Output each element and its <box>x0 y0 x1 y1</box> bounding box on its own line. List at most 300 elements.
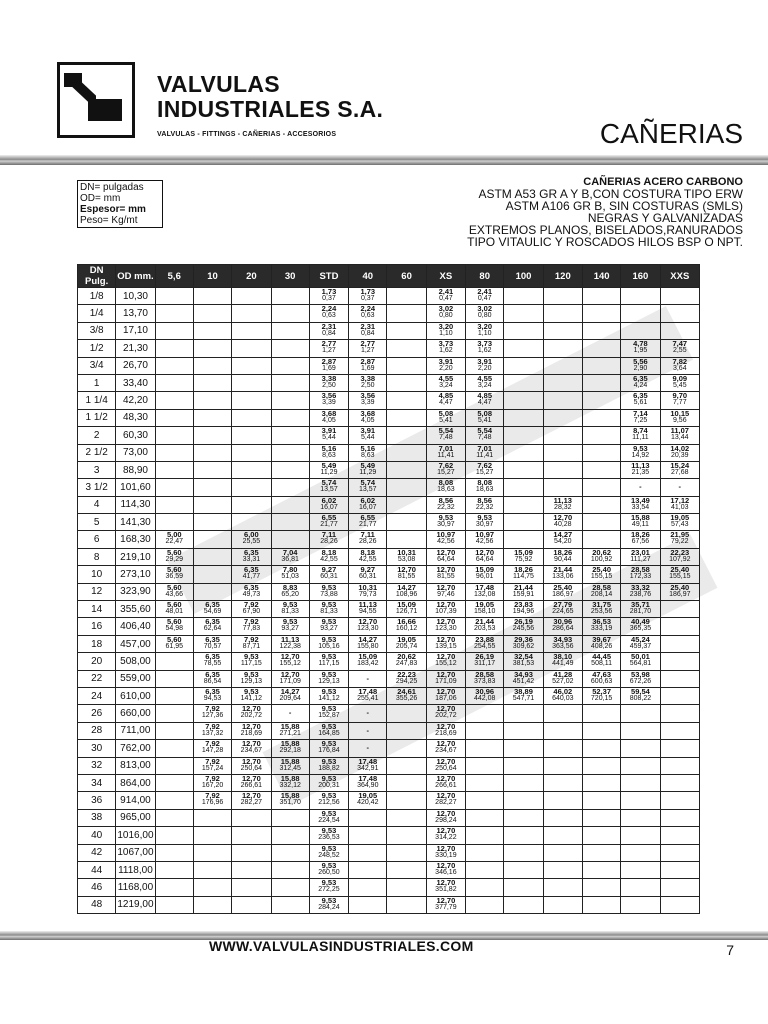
schedule-cell <box>543 722 582 739</box>
dn-cell: 34 <box>78 774 116 791</box>
schedule-cell <box>271 809 309 826</box>
schedule-cell <box>582 444 620 461</box>
schedule-cell <box>426 774 465 791</box>
weight-value: 248,52 <box>318 851 340 859</box>
schedule-cell <box>193 288 231 305</box>
wall-thickness: 5,49 <box>321 460 337 470</box>
table-row <box>78 705 700 722</box>
weight-value: 8,63 <box>322 451 336 459</box>
schedule-cell <box>621 774 660 791</box>
weight-value: 200,31 <box>318 781 340 789</box>
schedule-cell <box>155 583 193 600</box>
schedule-cell <box>232 757 271 774</box>
schedule-cell <box>387 496 426 513</box>
weight-value: 18,63 <box>437 486 455 494</box>
wall-thickness: 3,91 <box>360 426 376 436</box>
column-header: 140 <box>582 265 620 288</box>
weight-value: 67,90 <box>242 608 261 616</box>
wall-thickness: 5,60 <box>166 600 182 610</box>
schedule-cell <box>466 531 504 548</box>
schedule-cell <box>349 896 387 913</box>
od-cell: 114,30 <box>116 496 155 513</box>
schedule-cell <box>271 305 309 322</box>
schedule-cell <box>155 757 193 774</box>
wall-thickness: 3,02 <box>477 304 492 314</box>
schedule-cell <box>232 461 271 478</box>
schedule-cell <box>232 548 271 565</box>
weight-value: 171,09 <box>435 677 457 685</box>
table-row <box>78 444 700 461</box>
weight-value: 139,15 <box>435 642 457 650</box>
schedule-cell <box>387 635 426 652</box>
wall-thickness: 5,16 <box>360 443 376 453</box>
schedule-cell <box>582 687 620 704</box>
wall-thickness: 9,53 <box>321 756 337 766</box>
weight-value: 0,37 <box>360 295 375 302</box>
weight-value: 459,37 <box>629 642 652 650</box>
wall-thickness: 9,53 <box>321 808 337 818</box>
wall-thickness: 6,35 <box>205 617 220 627</box>
weight-value: 111,27 <box>630 555 651 563</box>
column-header: 60 <box>387 265 426 288</box>
weight-value: 3,24 <box>477 381 492 389</box>
dn-cell: 22 <box>78 670 116 687</box>
wall-thickness: 9,53 <box>321 739 337 749</box>
weight-value: 311,17 <box>474 660 496 668</box>
od-cell: 323,90 <box>116 583 155 600</box>
schedule-cell <box>271 861 309 878</box>
schedule-cell <box>621 305 660 322</box>
od-cell: 813,00 <box>116 757 155 774</box>
schedule-cell <box>426 896 465 913</box>
schedule-cell <box>621 583 660 600</box>
schedule-cell <box>582 461 620 478</box>
schedule-cell <box>232 879 271 896</box>
wall-thickness: 5,60 <box>166 582 182 592</box>
schedule-cell <box>582 305 620 322</box>
weight-value: 363,56 <box>552 642 574 650</box>
schedule-cell <box>582 340 620 357</box>
weight-value: 547,71 <box>512 694 535 702</box>
schedule-cell <box>193 340 231 357</box>
weight-value: 93,27 <box>320 625 338 633</box>
weight-value: 0,37 <box>322 295 336 302</box>
company-name-line2: INDUSTRIALES S.A. <box>157 96 384 122</box>
schedule-cell <box>387 705 426 722</box>
schedule-cell <box>193 653 231 670</box>
schedule-cell <box>387 601 426 618</box>
wall-thickness: 7,11 <box>321 530 337 540</box>
schedule-cell <box>271 792 309 809</box>
wall-thickness: 12,70 <box>241 704 261 714</box>
schedule-cell <box>349 548 387 565</box>
table-row <box>78 792 700 809</box>
dn-cell: 8 <box>78 548 116 565</box>
schedule-cell <box>466 305 504 322</box>
wall-thickness: 12,70 <box>475 547 495 557</box>
od-cell: 42,20 <box>116 392 155 409</box>
dn-cell: 40 <box>78 827 116 844</box>
dn-cell: 24 <box>78 687 116 704</box>
wall-thickness: 10,15 <box>670 408 690 418</box>
schedule-cell <box>349 566 387 583</box>
wall-thickness: 2,87 <box>360 356 376 366</box>
dn-cell: 36 <box>78 792 116 809</box>
wall-thickness: 14,27 <box>358 634 378 644</box>
schedule-cell <box>660 548 699 565</box>
weight-value: 1,27 <box>322 347 336 355</box>
od-cell: 101,60 <box>116 479 155 496</box>
table-row <box>78 322 700 339</box>
weight-value: 157,24 <box>201 764 224 772</box>
schedule-cell <box>193 618 231 635</box>
schedule-cell <box>387 879 426 896</box>
weight-value: 86,54 <box>203 677 222 685</box>
weight-value: 43,66 <box>165 590 184 598</box>
schedule-cell <box>621 687 660 704</box>
weight-value: 351,70 <box>279 799 301 807</box>
schedule-cell <box>426 357 465 374</box>
schedule-cell <box>155 427 193 444</box>
wall-thickness: 12,70 <box>436 634 456 644</box>
dn-cell: 20 <box>78 653 116 670</box>
schedule-cell <box>621 514 660 531</box>
weight-value: 8,63 <box>360 451 375 459</box>
weight-value: 13,44 <box>671 434 689 442</box>
weight-value: 107,92 <box>669 555 691 563</box>
wall-thickness: 12,70 <box>436 652 456 662</box>
weight-value: 96,01 <box>475 573 494 581</box>
schedule-cell <box>309 601 348 618</box>
wall-thickness: 15,09 <box>397 600 416 610</box>
company-logo <box>57 62 135 138</box>
schedule-cell <box>543 792 582 809</box>
od-cell: 219,10 <box>116 548 155 565</box>
wall-thickness: 12,70 <box>436 547 456 557</box>
schedule-cell <box>155 879 193 896</box>
schedule-cell <box>232 427 271 444</box>
wall-thickness: 6,55 <box>360 513 376 523</box>
wall-thickness: 8,83 <box>282 582 298 592</box>
wall-thickness: - <box>288 708 292 718</box>
schedule-cell <box>309 444 348 461</box>
weight-value: 40,28 <box>554 521 572 529</box>
schedule-cell <box>582 705 620 722</box>
schedule-cell <box>426 461 465 478</box>
schedule-cell <box>387 583 426 600</box>
weight-value: 7,48 <box>439 434 453 442</box>
wall-thickness: 7,92 <box>205 756 220 766</box>
schedule-cell <box>193 896 231 913</box>
wall-thickness: 15,09 <box>475 565 495 575</box>
wall-thickness: 16,66 <box>397 617 416 627</box>
schedule-cell <box>387 392 426 409</box>
wall-thickness: 3,73 <box>438 339 454 349</box>
weight-value: 0,47 <box>439 295 453 302</box>
schedule-cell <box>309 479 348 496</box>
weight-value: 330,19 <box>435 851 457 859</box>
wall-thickness: 15,88 <box>280 756 300 766</box>
wall-thickness: 2,24 <box>360 304 376 314</box>
schedule-cell <box>349 583 387 600</box>
schedule-cell <box>660 427 699 444</box>
weight-value: 18,63 <box>475 486 494 494</box>
schedule-cell <box>504 757 543 774</box>
weight-value: 21,77 <box>359 521 377 529</box>
wall-thickness: 9,53 <box>244 652 259 662</box>
weight-value: 16,07 <box>320 503 338 511</box>
schedule-cell <box>349 601 387 618</box>
schedule-cell <box>504 566 543 583</box>
weight-value: 282,27 <box>435 799 457 807</box>
od-cell: 762,00 <box>116 740 155 757</box>
table-row <box>78 374 700 391</box>
schedule-cell <box>504 792 543 809</box>
schedule-cell <box>543 288 582 305</box>
schedule-cell <box>426 635 465 652</box>
schedule-cell <box>504 479 543 496</box>
schedule-cell <box>271 409 309 426</box>
weight-value: 114,75 <box>513 573 534 581</box>
schedule-cell <box>582 583 620 600</box>
schedule-cell <box>232 305 271 322</box>
weight-value: 79,22 <box>671 538 689 546</box>
wall-thickness: 11,13 <box>280 634 300 644</box>
wall-thickness: 11,07 <box>670 426 689 436</box>
schedule-cell <box>309 340 348 357</box>
schedule-cell <box>232 374 271 391</box>
weight-value: 346,16 <box>435 868 457 876</box>
wall-thickness: 9,53 <box>321 878 337 888</box>
weight-value: 30,97 <box>475 521 494 529</box>
schedule-cell <box>504 374 543 391</box>
schedule-cell <box>271 427 309 444</box>
schedule-cell <box>232 514 271 531</box>
schedule-cell <box>543 687 582 704</box>
wall-thickness: 2,31 <box>360 321 376 331</box>
schedule-cell <box>621 792 660 809</box>
spec-title: CAÑERIAS ACERO CARBONO <box>583 176 743 188</box>
wall-thickness: 5,74 <box>321 478 337 488</box>
schedule-cell <box>155 374 193 391</box>
schedule-cell <box>349 618 387 635</box>
schedule-cell <box>621 322 660 339</box>
schedule-cell <box>621 722 660 739</box>
schedule-cell <box>349 792 387 809</box>
wall-thickness: 9,53 <box>321 686 337 696</box>
weight-value: 62,64 <box>203 625 222 633</box>
schedule-cell <box>271 844 309 861</box>
wall-thickness: 12,70 <box>436 582 456 592</box>
schedule-cell <box>387 774 426 791</box>
schedule-cell <box>387 792 426 809</box>
schedule-cell <box>349 757 387 774</box>
weight-value: 1,95 <box>633 347 648 355</box>
schedule-cell <box>660 861 699 878</box>
wall-thickness: 9,53 <box>321 634 337 644</box>
wall-thickness: 4,78 <box>633 339 648 349</box>
od-cell: 965,00 <box>116 809 155 826</box>
wall-thickness: 2,77 <box>360 339 376 349</box>
od-cell: 168,30 <box>116 531 155 548</box>
weight-value: 720,15 <box>590 694 613 702</box>
wall-thickness: 17,48 <box>358 686 378 696</box>
schedule-cell <box>660 357 699 374</box>
wall-thickness: 9,53 <box>438 513 454 523</box>
table-row <box>78 531 700 548</box>
schedule-cell <box>621 374 660 391</box>
schedule-cell <box>582 392 620 409</box>
schedule-cell <box>271 601 309 618</box>
table-row <box>78 879 700 896</box>
od-cell: 711,00 <box>116 722 155 739</box>
schedule-cell <box>155 601 193 618</box>
od-cell: 457,00 <box>116 635 155 652</box>
weight-value: 75,92 <box>514 555 533 563</box>
company-tagline: VALVULAS - FITTINGS - CAÑERIAS - ACCESORIOS <box>157 131 337 138</box>
weight-value: 5,41 <box>477 416 492 424</box>
valve-logo-icon <box>60 65 132 135</box>
schedule-cell <box>309 531 348 548</box>
schedule-cell <box>466 861 504 878</box>
od-cell: 914,00 <box>116 792 155 809</box>
weight-value: 284,24 <box>318 903 340 911</box>
wall-thickness: 6,35 <box>205 686 220 696</box>
weight-value: 11,29 <box>320 468 338 476</box>
weight-value: 224,65 <box>552 608 574 616</box>
schedule-cell <box>232 635 271 652</box>
wall-thickness: 6,35 <box>244 547 259 557</box>
schedule-cell <box>543 774 582 791</box>
weight-value: 49,11 <box>631 521 649 529</box>
schedule-cell <box>309 705 348 722</box>
schedule-cell <box>309 792 348 809</box>
od-cell: 864,00 <box>116 774 155 791</box>
column-header: 100 <box>504 265 543 288</box>
schedule-cell <box>466 340 504 357</box>
wall-thickness: 28,58 <box>631 565 650 575</box>
schedule-cell <box>660 322 699 339</box>
schedule-cell <box>387 670 426 687</box>
dn-cell: 3/8 <box>78 322 116 339</box>
wall-thickness: 3,91 <box>321 426 337 436</box>
top-divider <box>0 155 768 165</box>
schedule-cell <box>349 288 387 305</box>
weight-value: 212,56 <box>318 799 340 807</box>
wall-thickness: 46,02 <box>553 686 573 696</box>
column-header: 120 <box>543 265 582 288</box>
dn-cell: 3/4 <box>78 357 116 374</box>
weight-value: 171,09 <box>279 677 301 685</box>
wall-thickness: 3,20 <box>438 321 454 331</box>
wall-thickness: 9,53 <box>321 617 337 627</box>
schedule-cell <box>232 322 271 339</box>
legend-od: OD= mm <box>80 193 121 204</box>
schedule-cell <box>621 844 660 861</box>
schedule-cell <box>543 757 582 774</box>
weight-value: 4,24 <box>633 381 648 389</box>
schedule-cell <box>155 409 193 426</box>
schedule-cell <box>309 322 348 339</box>
dn-cell: 1 1/2 <box>78 409 116 426</box>
weight-value: 298,24 <box>435 816 457 824</box>
schedule-cell <box>543 635 582 652</box>
schedule-cell <box>349 670 387 687</box>
schedule-cell <box>271 322 309 339</box>
weight-value: 408,26 <box>590 642 613 650</box>
od-cell: 1118,00 <box>116 861 155 878</box>
schedule-cell <box>387 827 426 844</box>
schedule-cell <box>193 305 231 322</box>
schedule-cell <box>271 879 309 896</box>
schedule-cell <box>193 374 231 391</box>
page-number: 7 <box>726 942 734 958</box>
schedule-cell <box>387 322 426 339</box>
wall-thickness: 9,27 <box>321 565 337 575</box>
schedule-cell <box>582 427 620 444</box>
schedule-cell <box>504 427 543 444</box>
schedule-cell <box>232 444 271 461</box>
wall-thickness: 2,87 <box>321 356 337 366</box>
weight-value: 16,07 <box>359 503 377 511</box>
wall-thickness: 9,70 <box>672 391 688 401</box>
wall-thickness: 9,53 <box>633 443 648 453</box>
wall-thickness: 7,92 <box>244 634 259 644</box>
wall-thickness: 12,70 <box>436 808 456 818</box>
schedule-cell <box>309 757 348 774</box>
schedule-cell <box>426 409 465 426</box>
schedule-cell <box>504 740 543 757</box>
product-specification <box>467 176 743 248</box>
schedule-cell <box>193 583 231 600</box>
dn-cell: 4 <box>78 496 116 513</box>
schedule-cell <box>621 653 660 670</box>
schedule-cell <box>660 409 699 426</box>
wall-thickness: 33,32 <box>631 582 650 592</box>
column-header: STD <box>309 265 348 288</box>
schedule-cell <box>193 392 231 409</box>
weight-value: 51,03 <box>281 573 299 581</box>
weight-value: 255,41 <box>357 694 379 702</box>
wall-thickness: 7,01 <box>477 443 492 453</box>
schedule-cell <box>621 809 660 826</box>
wall-thickness: 29,36 <box>514 634 533 644</box>
wall-thickness: 1,73 <box>321 287 337 296</box>
schedule-cell <box>271 357 309 374</box>
table-row <box>78 861 700 878</box>
schedule-cell <box>309 288 348 305</box>
weight-value: 81,33 <box>281 608 299 616</box>
schedule-cell <box>387 844 426 861</box>
schedule-cell <box>193 722 231 739</box>
dn-cell: 14 <box>78 601 116 618</box>
wall-thickness: 6,35 <box>205 600 220 610</box>
schedule-cell <box>232 827 271 844</box>
od-cell: 273,10 <box>116 566 155 583</box>
weight-value: 141,12 <box>318 694 340 702</box>
wall-thickness: 34,93 <box>553 634 573 644</box>
schedule-cell <box>349 687 387 704</box>
weight-value: 64,64 <box>437 555 455 563</box>
od-cell: 406,40 <box>116 618 155 635</box>
schedule-cell <box>543 861 582 878</box>
weight-value: 123,30 <box>435 625 457 633</box>
schedule-cell <box>466 827 504 844</box>
wall-thickness: - <box>639 482 642 492</box>
weight-value: 33,54 <box>631 503 650 511</box>
weight-value: 94,53 <box>203 694 222 702</box>
dn-cell: 12 <box>78 583 116 600</box>
